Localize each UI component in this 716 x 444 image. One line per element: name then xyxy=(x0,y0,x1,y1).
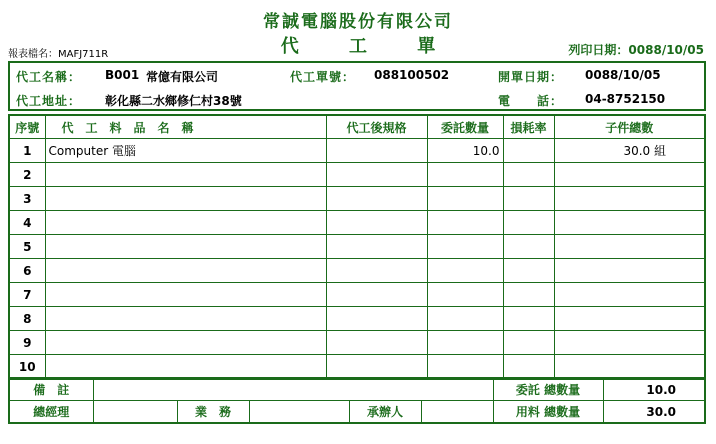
item-loss xyxy=(503,331,554,355)
form-number: 報表檔名：MAFJ711R xyxy=(8,49,109,60)
table-row xyxy=(9,139,705,163)
material-total: 30.0 xyxy=(603,401,705,424)
item-total xyxy=(554,211,705,235)
item-spec xyxy=(326,307,427,331)
item-spec xyxy=(326,283,427,307)
item-loss xyxy=(503,163,554,187)
gm-signature-box xyxy=(93,401,177,424)
item-name xyxy=(45,187,326,211)
col-header-qty: 委託數量 xyxy=(427,115,503,139)
item-total xyxy=(554,283,705,307)
vendor-name: 常億有限公司 xyxy=(146,70,219,84)
footer-row-signatures xyxy=(9,401,705,424)
handler-label: 承辦人 xyxy=(349,401,421,424)
row-number: 5 xyxy=(9,235,45,259)
col-header-spec: 代工後規格 xyxy=(326,115,427,139)
item-total xyxy=(554,259,705,283)
item-spec xyxy=(326,211,427,235)
item-name xyxy=(45,163,326,187)
row-number: 3 xyxy=(9,187,45,211)
item-qty xyxy=(427,211,503,235)
col-header-name: 代 工 料 品 名 稱 xyxy=(45,115,326,139)
item-qty xyxy=(427,331,503,355)
item-total xyxy=(554,355,705,380)
sales-label: 業 務 xyxy=(177,401,249,424)
col-header-total: 子件總數 xyxy=(554,115,705,139)
table-row xyxy=(9,355,705,380)
item-name xyxy=(45,235,326,259)
consign-total: 10.0 xyxy=(603,378,705,401)
item-loss xyxy=(503,211,554,235)
title-char-3: 單 xyxy=(417,36,436,57)
item-qty xyxy=(427,187,503,211)
table-row xyxy=(9,235,705,259)
gm-label: 總經理 xyxy=(9,401,93,424)
item-qty xyxy=(427,283,503,307)
item-qty xyxy=(427,235,503,259)
row-number: 1 xyxy=(9,139,45,163)
table-row xyxy=(9,283,705,307)
phone: 04-8752150 xyxy=(585,92,666,106)
item-spec xyxy=(326,331,427,355)
order-no-label: 代工單號： xyxy=(290,70,356,84)
vendor-label: 代工名稱： xyxy=(16,70,82,84)
item-total xyxy=(554,331,705,355)
table-row xyxy=(9,211,705,235)
item-spec xyxy=(326,163,427,187)
item-loss xyxy=(503,307,554,331)
header-box xyxy=(8,61,706,111)
row-number: 2 xyxy=(9,163,45,187)
item-name xyxy=(45,283,326,307)
col-header-loss: 損耗率 xyxy=(503,115,554,139)
open-date-label: 開單日期： xyxy=(498,70,564,84)
material-total-label: 用料 總數量 xyxy=(493,401,603,424)
table-header-row xyxy=(9,115,705,139)
row-number: 8 xyxy=(9,307,45,331)
item-loss xyxy=(503,283,554,307)
item-loss xyxy=(503,259,554,283)
item-qty xyxy=(427,259,503,283)
item-spec xyxy=(326,355,427,380)
item-total xyxy=(554,163,705,187)
item-total: 30.0 組 xyxy=(554,139,705,163)
item-name: Computer 電腦 xyxy=(45,139,326,163)
order-no: 088100502 xyxy=(374,68,450,82)
address: 彰化縣二水鄉修仁村38號 xyxy=(105,94,242,108)
table-row xyxy=(9,259,705,283)
item-name xyxy=(45,307,326,331)
table-row xyxy=(9,187,705,211)
table-row xyxy=(9,307,705,331)
company-name: 常誠電腦股份有限公司 xyxy=(263,12,453,32)
row-number: 4 xyxy=(9,211,45,235)
print-date: 列印日期：0088/10/05 xyxy=(568,43,704,57)
address-label: 代工地址： xyxy=(16,94,82,108)
row-number: 6 xyxy=(9,259,45,283)
item-loss xyxy=(503,187,554,211)
item-total xyxy=(554,235,705,259)
consign-total-label: 委託 總數量 xyxy=(493,378,603,401)
item-name xyxy=(45,331,326,355)
row-number: 9 xyxy=(9,331,45,355)
item-name xyxy=(45,355,326,380)
row-number: 7 xyxy=(9,283,45,307)
vendor-code: B001 xyxy=(105,68,140,82)
item-loss xyxy=(503,235,554,259)
table-row xyxy=(9,163,705,187)
items-table xyxy=(8,114,706,380)
sales-signature-box xyxy=(249,401,349,424)
item-total xyxy=(554,187,705,211)
item-spec xyxy=(326,259,427,283)
title-char-2: 工 xyxy=(349,36,367,57)
table-row xyxy=(9,331,705,355)
item-loss xyxy=(503,355,554,380)
remark-value xyxy=(93,378,493,401)
item-name xyxy=(45,259,326,283)
item-total xyxy=(554,307,705,331)
col-header-no: 序號 xyxy=(9,115,45,139)
phone-label: 電 話： xyxy=(498,94,564,108)
item-qty xyxy=(427,163,503,187)
open-date: 0088/10/05 xyxy=(585,68,661,82)
item-qty xyxy=(427,307,503,331)
item-spec xyxy=(326,187,427,211)
item-qty xyxy=(427,355,503,380)
item-qty: 10.0 xyxy=(427,139,503,163)
title-char-1: 代 xyxy=(280,36,299,57)
row-number: 10 xyxy=(9,355,45,380)
footer-row-remark xyxy=(9,378,705,401)
handler-signature-box xyxy=(421,401,493,424)
footer-table xyxy=(8,377,706,424)
item-spec xyxy=(326,139,427,163)
item-loss xyxy=(503,139,554,163)
item-spec xyxy=(326,235,427,259)
item-name xyxy=(45,211,326,235)
remark-label: 備 註 xyxy=(9,378,93,401)
